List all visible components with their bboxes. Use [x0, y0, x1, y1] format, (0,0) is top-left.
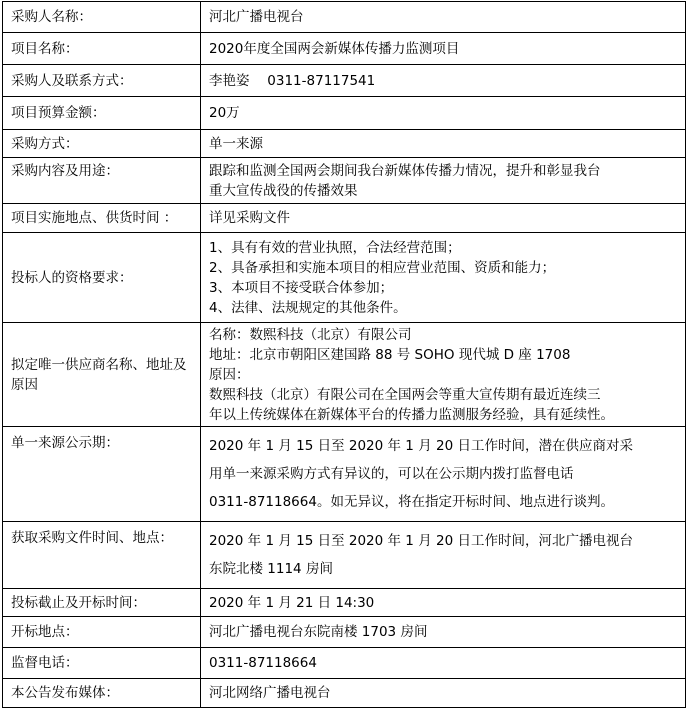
value-line: 4、法律、法规规定的其他条件。: [209, 299, 407, 316]
row-label: 单一来源公示期：: [3, 427, 201, 522]
row-value: [201, 204, 686, 233]
table-row: [3, 233, 686, 323]
row-label: 项目实施地点、供货时间 ：: [3, 204, 201, 233]
row-label: 监督电话：: [3, 648, 201, 679]
row-label: 投标截止及开标时间：: [3, 589, 201, 617]
value-line: 数熙科技（北京）有限公司在全国两会等重大宣传期有最近连续三: [209, 386, 601, 403]
value-line: 重大宣传战役的传播效果: [209, 182, 358, 199]
value-line: 0311-87118664: [209, 655, 317, 671]
row-value: [201, 158, 686, 204]
value-line: 年以上传统媒体在新媒体平台的传播力监测服务经验，具有延续性。: [209, 406, 614, 423]
row-value: [201, 589, 686, 617]
table-row: [3, 427, 686, 522]
table-row: [3, 65, 686, 97]
value-line: 地址：北京市朝阳区建国路 88 号 SOHO 现代城 D 座 1708: [209, 346, 571, 363]
row-label: 采购内容及用途：: [3, 158, 201, 204]
row-value: [201, 130, 686, 158]
table-row: [3, 617, 686, 648]
table-row: [3, 158, 686, 204]
value-line: 名称：数熙科技（北京）有限公司: [209, 326, 412, 343]
value-line: 2020年度全国两会新媒体传播力监测项目: [209, 40, 460, 57]
row-value: [201, 617, 686, 648]
row-label: 采购人名称：: [3, 2, 201, 33]
table-row: [3, 97, 686, 130]
table-row: [3, 130, 686, 158]
value-line: 李艳姿 0311-87117541: [209, 72, 376, 89]
value-line: 2020 年 1 月 15 日至 2020 年 1 月 20 日工作时间，河北广播电视台: [209, 533, 633, 549]
row-label: 项目名称：: [3, 33, 201, 65]
table-row: [3, 589, 686, 617]
value-line: 2、具备承担和实施本项目的相应营业范围、资质和能力；: [209, 259, 556, 276]
row-label: 获取采购文件时间、地点：: [3, 522, 201, 589]
row-value: [201, 97, 686, 130]
value-line: 跟踪和监测全国两会期间我台新媒体传播力情况，提升和彰显我台: [209, 162, 601, 179]
value-line: 原因：: [209, 366, 250, 383]
table-row: [3, 648, 686, 679]
value-line: 0311-87118664。如无异议，将在指定开标时间、地点进行谈判。: [209, 494, 614, 510]
row-label: 采购人及联系方式：: [3, 65, 201, 97]
value-line: 详见采购文件: [209, 210, 290, 226]
table-row: [3, 204, 686, 233]
procurement-notice-table: [2, 1, 686, 708]
value-line: 单一来源: [209, 135, 263, 152]
value-line: 河北网络广播电视台: [209, 685, 331, 701]
value-line: 3、本项目不接受联合体参加；: [209, 279, 394, 296]
row-value: [201, 427, 686, 522]
table-row: [3, 323, 686, 427]
row-label: 项目预算金额：: [3, 97, 201, 130]
row-value: [201, 323, 686, 427]
row-value: [201, 33, 686, 65]
row-label: 本公告发布媒体：: [3, 679, 201, 708]
row-label: 拟定唯一供应商名称、地址及原因: [3, 323, 201, 427]
value-line: 河北广播电视台东院南楼 1703 房间: [209, 624, 428, 640]
row-value: [201, 233, 686, 323]
table-row: [3, 522, 686, 589]
row-value: [201, 679, 686, 708]
row-label: 采购方式：: [3, 130, 201, 158]
table-row: [3, 33, 686, 65]
table-row: [3, 2, 686, 33]
value-line: 2020 年 1 月 15 日至 2020 年 1 月 20 日工作时间，潜在供应商对采: [209, 438, 633, 454]
row-label: 投标人的资格要求：: [3, 233, 201, 323]
row-value: [201, 2, 686, 33]
table-row: [3, 679, 686, 708]
value-line: 河北广播电视台: [209, 9, 304, 25]
value-line: 东院北楼 1114 房间: [209, 561, 333, 577]
row-label: 开标地点：: [3, 617, 201, 648]
value-line: 2020 年 1 月 21 日 14:30: [209, 594, 375, 611]
row-value: [201, 65, 686, 97]
row-value: [201, 648, 686, 679]
value-line: 用单一来源采购方式有异议的，可以在公示期内拨打监督电话: [209, 466, 574, 482]
value-line: 1、具有有效的营业执照，合法经营范围；: [209, 239, 461, 256]
value-line: 20万: [209, 105, 240, 121]
row-value: [201, 522, 686, 589]
